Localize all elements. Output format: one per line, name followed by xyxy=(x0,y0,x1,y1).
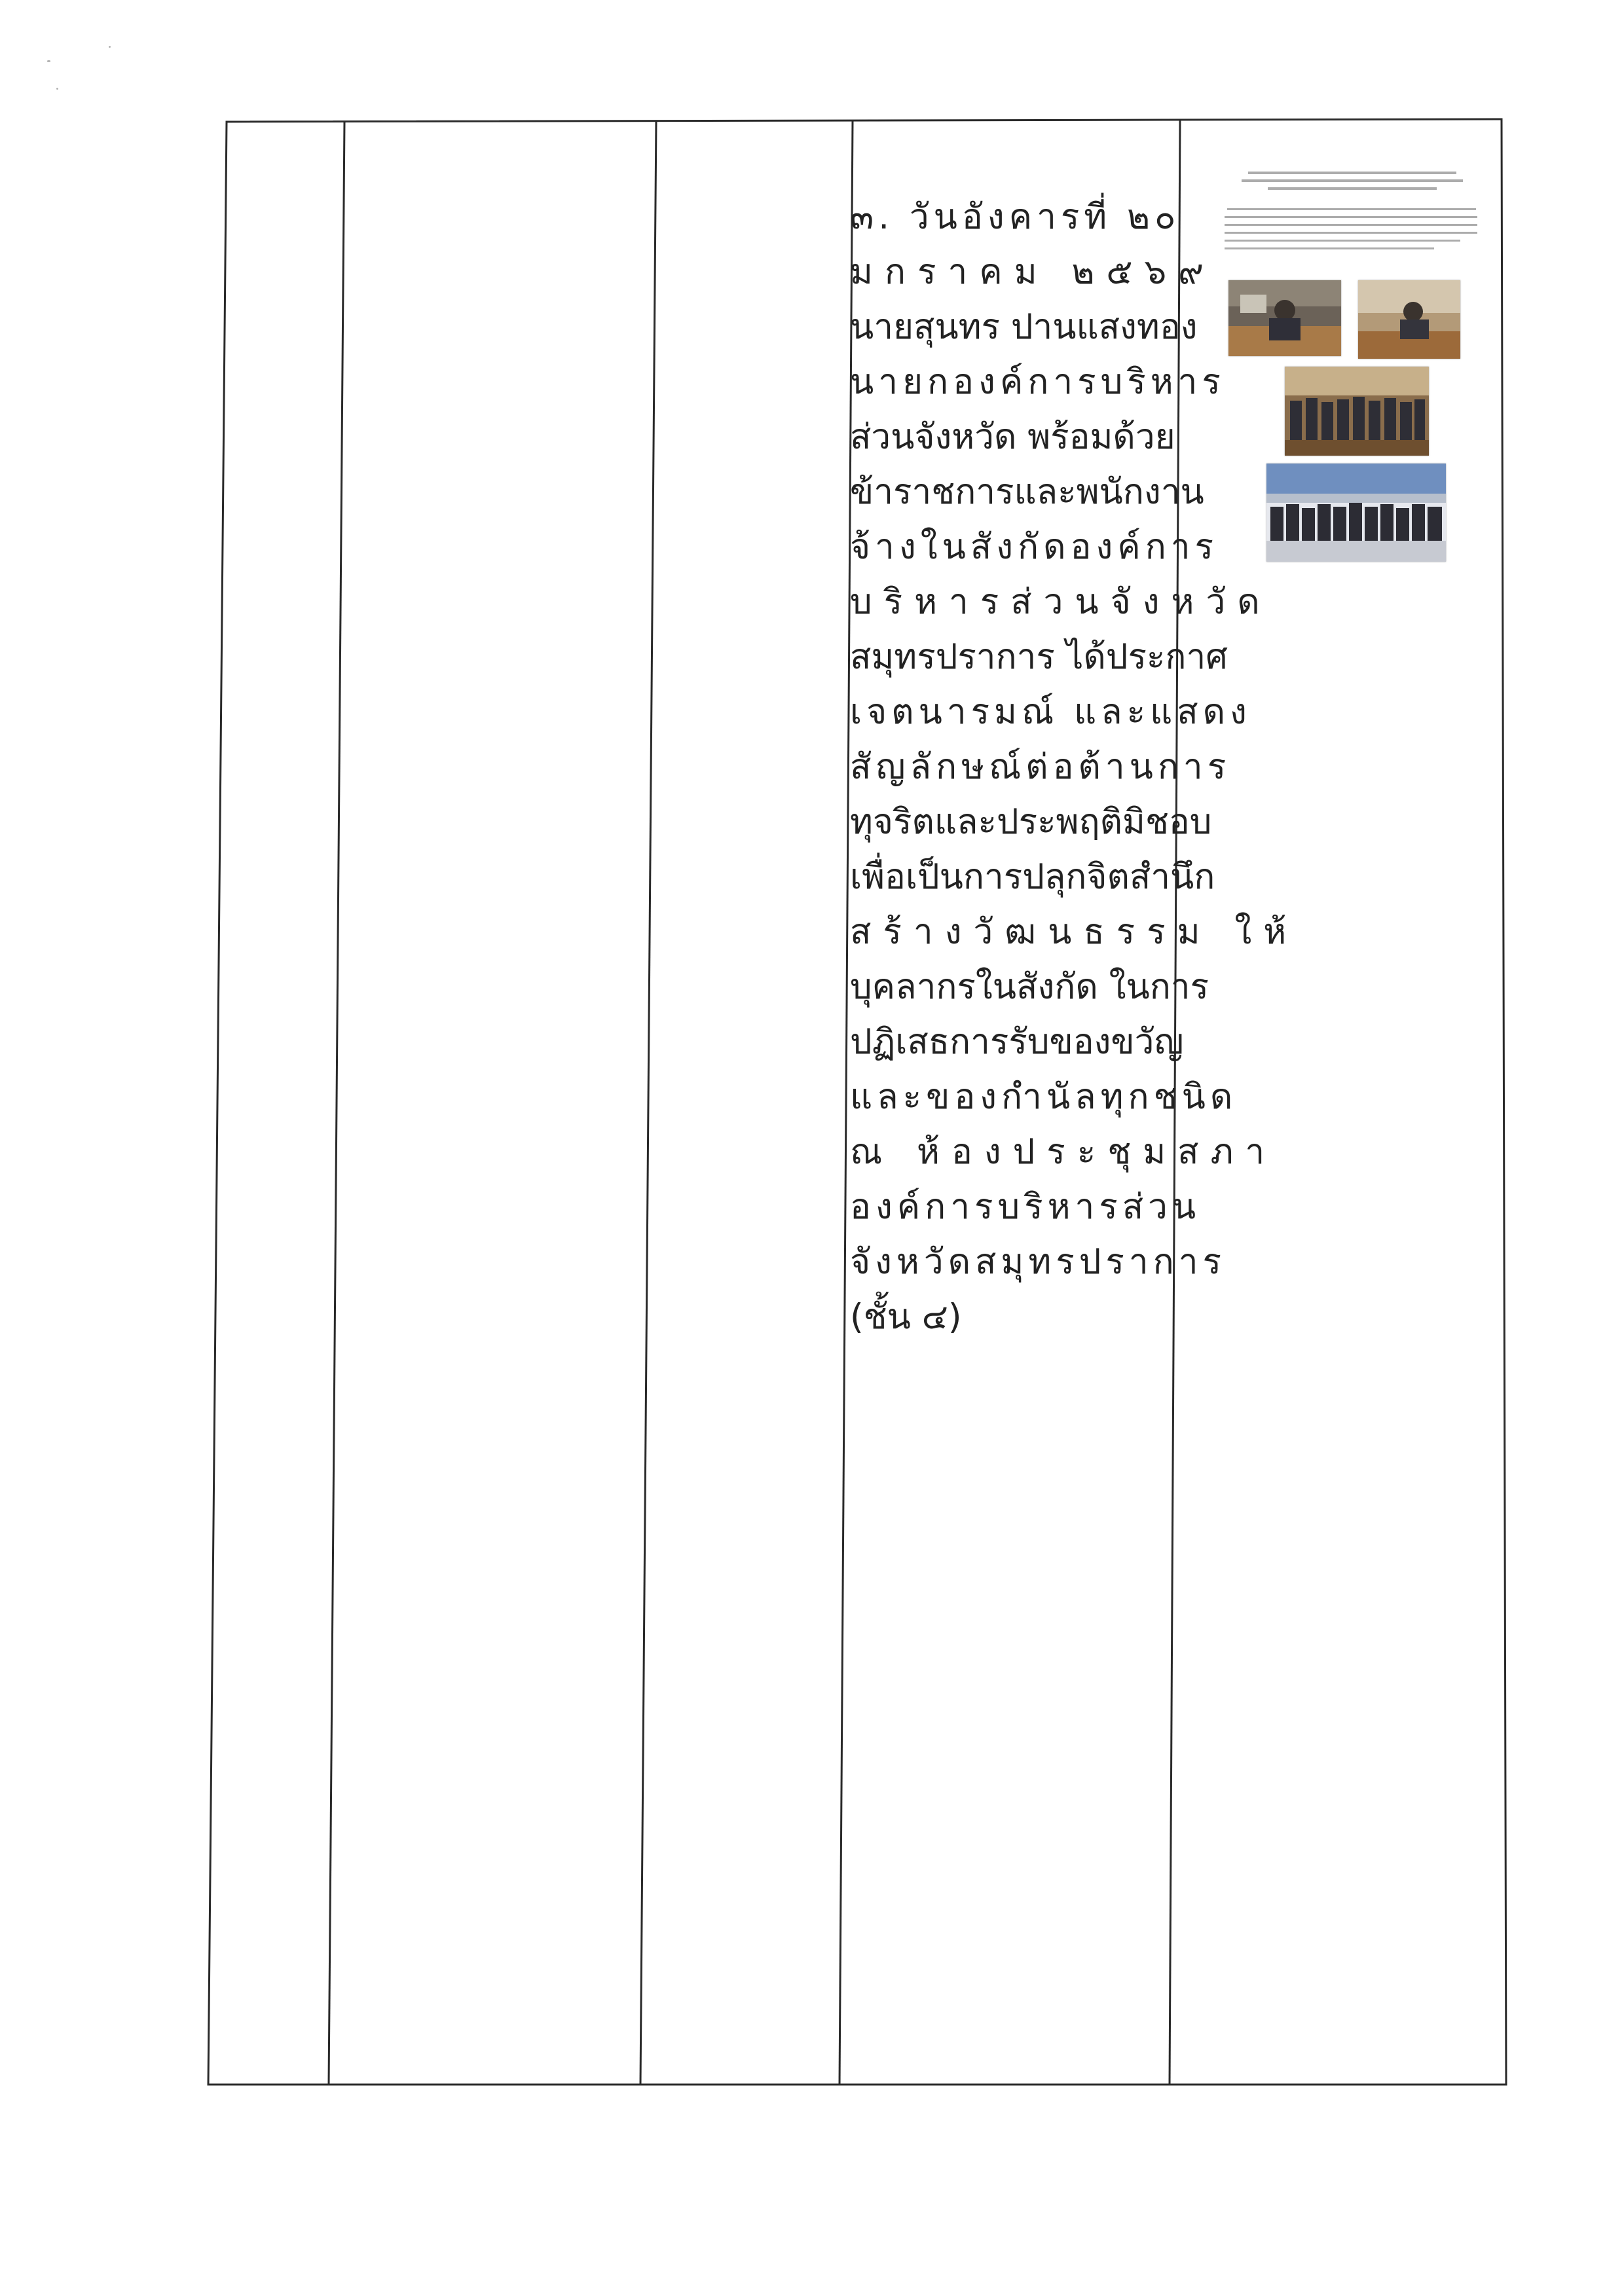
text-line: เพื่อเป็นการปลุกจิตสำนึก xyxy=(850,857,1215,897)
column-divider-1 xyxy=(329,122,344,2085)
text-line: สมุทรปราการ ได้ประกาศ xyxy=(850,637,1228,677)
photo-meeting-chairman xyxy=(1228,280,1341,356)
text-line: นายกองค์การบริหาร xyxy=(850,362,1225,402)
text-line: บริหารส่วนจังหวัด xyxy=(850,582,1272,622)
text-line: ณ ห้องประชุมสภา xyxy=(850,1132,1277,1172)
photo-group-hall xyxy=(1266,464,1446,562)
text-line: ส่วนจังหวัด พร้อมด้วย xyxy=(850,417,1175,457)
text-line: ทุจริตและประพฤติมิชอบ xyxy=(850,802,1212,842)
text-line: มกราคม ๒๕๖๙ xyxy=(850,252,1216,292)
text-line: บุคลากรในสังกัด ในการ xyxy=(850,967,1209,1007)
scanned-announcement-thumbnail xyxy=(1222,168,1483,272)
text-line: สัญลักษณ์ต่อต้านการ xyxy=(850,747,1231,787)
photo-meeting-signing xyxy=(1358,280,1460,359)
text-line: (ชั้น ๔) xyxy=(850,1297,962,1337)
text-line: นายสุนทร ปานแสงทอง xyxy=(850,307,1198,347)
column-divider-2 xyxy=(640,121,656,2085)
text-line: จังหวัดสมุทรปราการ xyxy=(850,1242,1226,1282)
text-line: และของกำนัลทุกชนิด xyxy=(850,1077,1238,1117)
text-line: ข้าราชการและพนักงาน xyxy=(850,472,1204,512)
text-line: องค์การบริหารส่วน xyxy=(850,1187,1201,1227)
text-line: ๓. วันอังคารที่ ๒๐ xyxy=(850,197,1181,237)
text-line: ปฏิเสธการรับของขวัญ xyxy=(850,1022,1184,1062)
photo-group-pledge xyxy=(1285,367,1429,456)
text-line: จ้างในสังกัดองค์การ xyxy=(850,527,1219,567)
text-line: สร้างวัฒนธรรม ให้ xyxy=(850,912,1299,952)
activity-description xyxy=(850,190,1299,1345)
text-line: เจตนารมณ์ และแสดง xyxy=(850,692,1251,732)
